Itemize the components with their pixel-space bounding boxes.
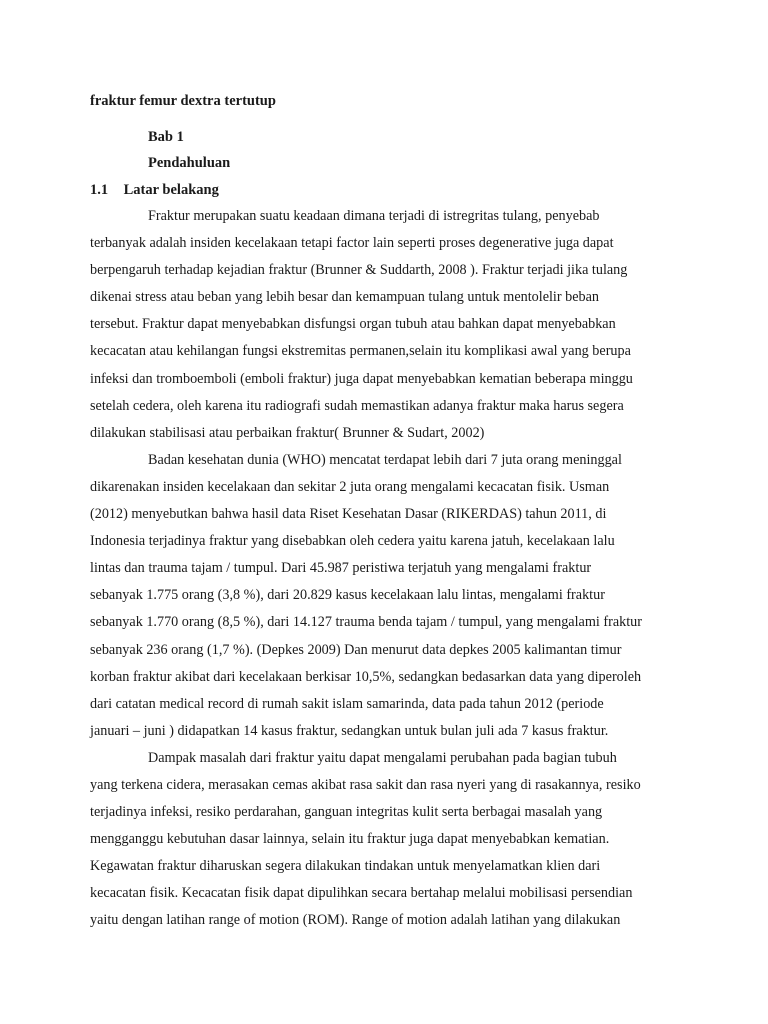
- paragraph-line: tersebut. Fraktur dapat menyebabkan disfungsi organ tubuh atau bahkan dapat menyebabkan: [90, 316, 616, 333]
- paragraph-line: dari catatan medical record di rumah sakit islam samarinda, data pada tahun 2012 (periode: [90, 695, 604, 712]
- paragraph-line: kecacatan fisik. Kecacatan fisik dapat dipulihkan secara bertahap melalui mobilisasi persendian: [90, 885, 633, 902]
- paragraph-line: Indonesia terjadinya fraktur yang disebabkan oleh cedera yaitu karena jatuh, kecelakaan lalu: [90, 533, 615, 550]
- paragraph-line: dikarenakan insiden kecelakaan dan sekitar 2 juta orang mengalami kecacatan fisik. Usman: [90, 478, 610, 495]
- paragraph-line: Badan kesehatan dunia (WHO) mencatat terdapat lebih dari 7 juta orang meninggal: [148, 451, 622, 468]
- paragraph-line: terbanyak adalah insiden kecelakaan tetapi factor lain seperti proses degenerative juga dapat: [90, 235, 614, 252]
- paragraph-line: berpengaruh terhadap kejadian fraktur (Brunner & Suddarth, 2008 ). Fraktur terjadi jika tulang: [90, 262, 628, 279]
- paragraph-line: Dampak masalah dari fraktur yaitu dapat mengalami perubahan pada bagian tubuh: [148, 749, 617, 766]
- paragraph-line: Fraktur merupakan suatu keadaan dimana terjadi di istregritas tulang, penyebab: [148, 208, 600, 224]
- section-heading: [90, 182, 219, 199]
- section-number: 1.1: [90, 182, 109, 198]
- document-body: [90, 203, 670, 935]
- paragraph-line: mengganggu kebutuhan dasar lainnya, selain itu fraktur juga dapat menyebabkan kematian.: [90, 831, 610, 848]
- paragraph-line: (2012) menyebutkan bahwa hasil data Riset Kesehatan Dasar (RIKERDAS) tahun 2011, di: [90, 506, 607, 523]
- paragraph-line: Kegawatan fraktur diharuskan segera dilakukan tindakan untuk menyelamatkan klien dari: [90, 858, 601, 875]
- paragraph-line: yaitu dengan latihan range of motion (ROM). Range of motion adalah latihan yang dilakukan: [90, 912, 621, 929]
- paragraph-line: januari – juni ) didapatkan 14 kasus fraktur, sedangkan untuk bulan juli ada 7 kasus fraktur.: [90, 722, 609, 739]
- section-title: Latar belakang: [123, 182, 219, 198]
- paragraph-line: terjadinya infeksi, resiko perdarahan, ganguan integritas kulit serta berbagai masalah yang: [90, 804, 603, 821]
- paragraph-2: [90, 447, 670, 745]
- paragraph-line: kecacatan atau kehilangan fungsi ekstremitas permanen,selain itu komplikasi awal yang berupa: [90, 343, 631, 360]
- paragraph-line: lintas dan trauma tajam / tumpul. Dari 45.987 peristiwa terjatuh yang mengalami fraktur: [90, 560, 592, 577]
- paragraph-line: infeksi dan tromboemboli (emboli fraktur) juga dapat menyebabkan kematian beberapa minggu: [90, 370, 633, 387]
- paragraph-line: sebanyak 1.770 orang (8,5 %), dari 14.127 trauma benda tajam / tumpul, yang mengalami fraktur: [90, 614, 642, 631]
- paragraph-line: yang terkena cidera, merasakan cemas akibat rasa sakit dan rasa nyeri yang di rasakannya, resiko: [90, 776, 641, 793]
- chapter-label: Bab 1: [148, 129, 184, 145]
- paragraph-line: dilakukan stabilisasi atau perbaikan fraktur( Brunner & Sudart, 2002): [90, 424, 485, 441]
- document-title: fraktur femur dextra tertutup: [90, 93, 276, 109]
- paragraph-3: [90, 745, 670, 935]
- paragraph-line: sebanyak 236 orang (1,7 %). (Depkes 2009) Dan menurut data depkes 2005 kalimantan timur: [90, 641, 622, 658]
- paragraph-line: sebanyak 1.775 orang (3,8 %), dari 20.829 kasus kecelakaan lalu lintas, mengalami fraktur: [90, 587, 605, 604]
- paragraph-line: korban fraktur akibat dari kecelakaan berkisar 10,5%, sedangkan bedasarkan data yang diperoleh: [90, 668, 642, 685]
- chapter-title: Pendahuluan: [148, 155, 231, 171]
- paragraph-line: dikenai stress atau beban yang lebih besar dan kemampuan tulang untuk mentolelir beban: [90, 289, 600, 306]
- paragraph-1: [90, 203, 670, 447]
- paragraph-line: setelah cedera, oleh karena itu radiografi sudah memastikan adanya fraktur maka harus segera: [90, 397, 624, 414]
